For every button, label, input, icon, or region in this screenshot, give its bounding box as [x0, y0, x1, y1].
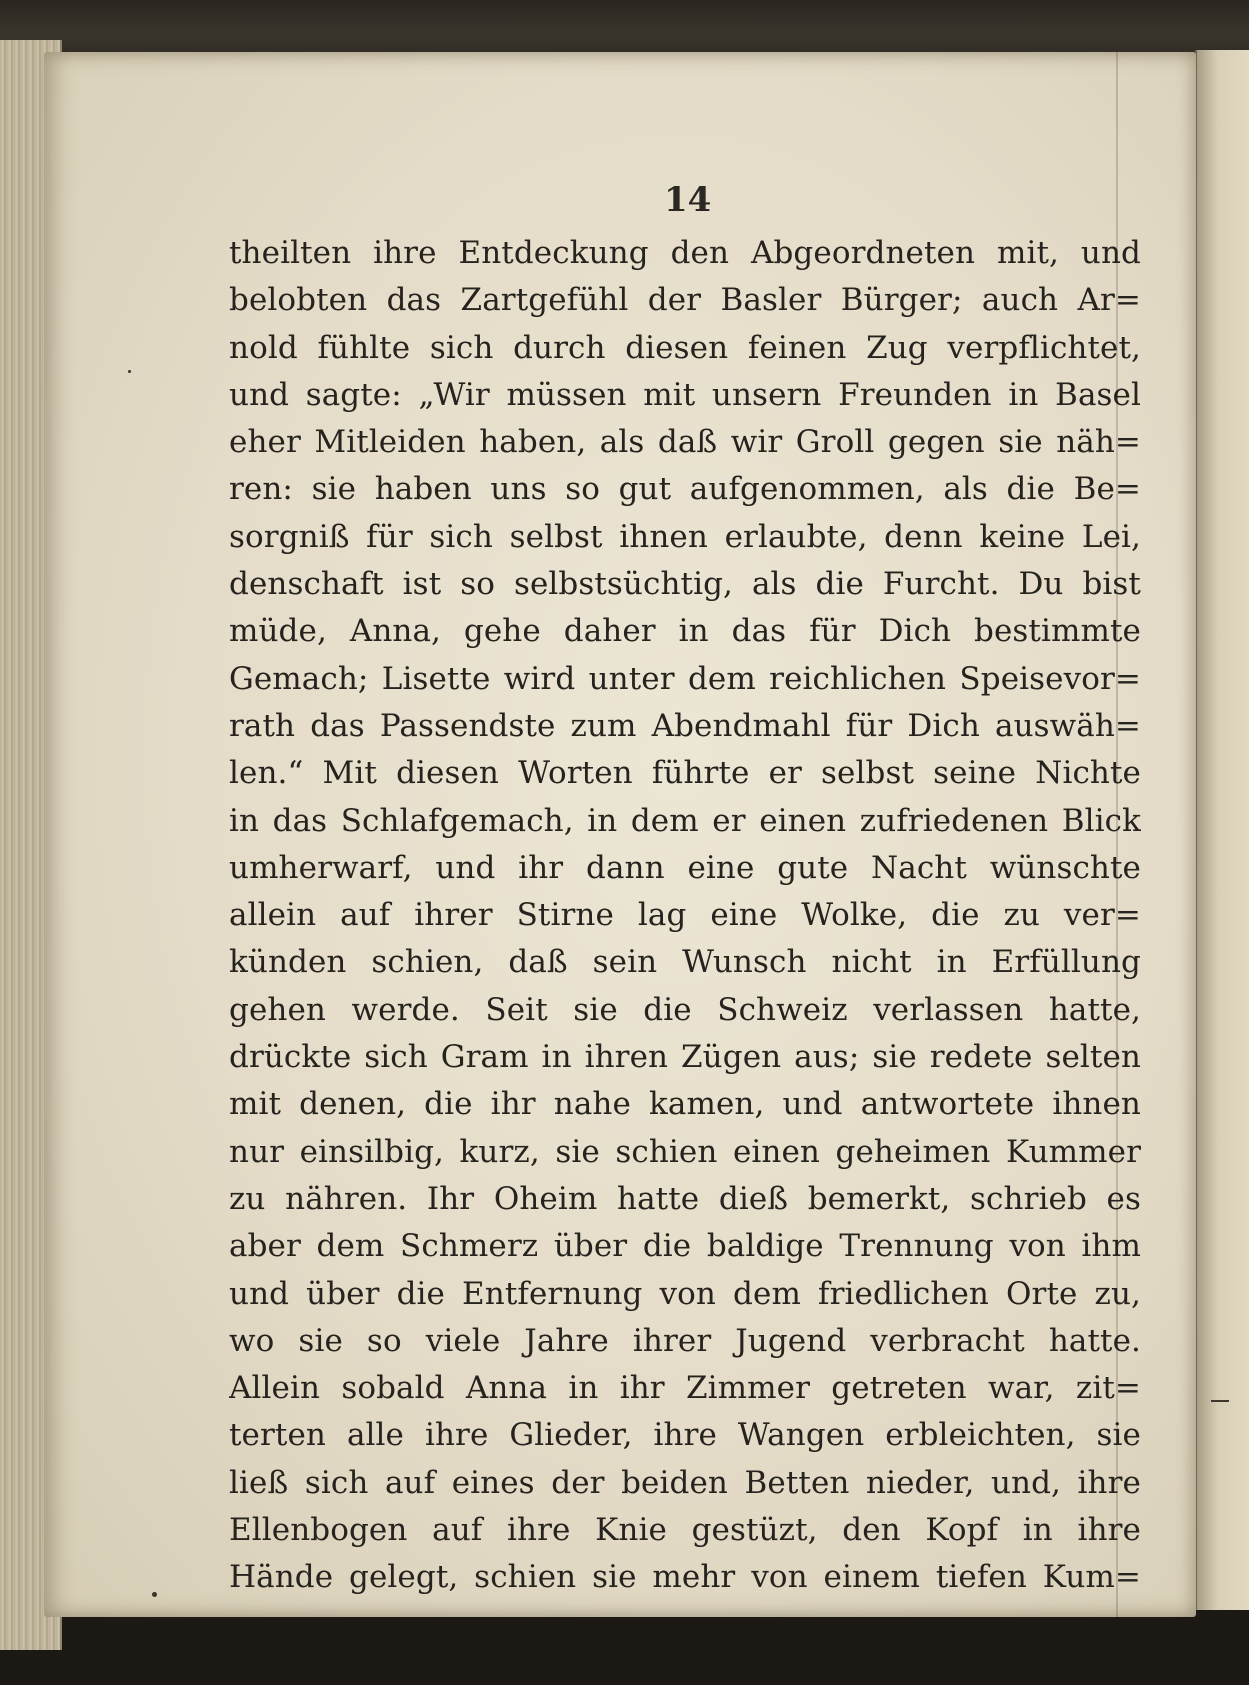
- text-line-23: und über die Entfernung von dem friedlichen Orte zu,: [229, 1275, 1141, 1312]
- text-line-27: ließ sich auf eines der beiden Betten nieder, und, ihre: [229, 1464, 1141, 1501]
- text-line-12: len.“ Mit diesen Worten führte er selbst seine Nichte: [229, 755, 1141, 792]
- page-number: 14: [664, 180, 712, 220]
- text-line-1: theilten ihre Entdeckung den Abgeordneten mit, und: [229, 235, 1141, 271]
- text-line-15: allein auf ihrer Stirne lag eine Wolke, die zu ver=: [229, 897, 1141, 934]
- text-line-2: belobten das Zartgefühl der Basler Bürger; auch Ar=: [229, 282, 1141, 319]
- text-line-4: und sagte: „Wir müssen mit unsern Freunden in Basel: [229, 376, 1141, 413]
- text-line-3: nold fühlte sich durch diesen feinen Zug verpflichtet,: [229, 329, 1141, 366]
- binding-edge: [0, 0, 1249, 60]
- text-line-28: Ellenbogen auf ihre Knie gestüzt, den Kopf in ihre: [229, 1512, 1141, 1549]
- facing-page-edge: [1195, 50, 1249, 1610]
- text-line-13: in das Schlafgemach, in dem er einen zufriedenen Blick: [229, 802, 1141, 839]
- text-line-18: drückte sich Gram in ihren Zügen aus; sie redete selten: [229, 1039, 1141, 1076]
- paper-speck: [128, 370, 131, 373]
- text-line-11: rath das Passendste zum Abendmahl für Dich auswäh=: [229, 707, 1141, 744]
- text-line-22: aber dem Schmerz über die baldige Trennung von ihm: [229, 1228, 1141, 1265]
- text-line-8: denschaft ist so selbstsüchtig, als die Furcht. Du bist: [229, 566, 1141, 603]
- text-line-14: umherwarf, und ihr dann eine gute Nacht wünschte: [229, 849, 1141, 886]
- text-line-7: sorgniß für sich selbst ihnen erlaubte, denn keine Lei,: [229, 518, 1141, 555]
- paper-speck: [152, 1592, 157, 1597]
- text-line-24: wo sie so viele Jahre ihrer Jugend verbracht hatte.: [229, 1322, 1141, 1359]
- text-line-16: künden schien, daß sein Wunsch nicht in Erfüllung: [229, 944, 1141, 981]
- text-line-20: nur einsilbig, kurz, sie schien einen geheimen Kummer: [229, 1133, 1141, 1170]
- text-line-19: mit denen, die ihr nahe kamen, und antwortete ihnen: [229, 1086, 1141, 1123]
- text-line-29: Hände gelegt, schien sie mehr von einem tiefen Kum=: [229, 1559, 1141, 1596]
- text-line-21: zu nähren. Ihr Oheim hatte dieß bemerkt, schrieb es: [229, 1180, 1141, 1217]
- text-line-6: ren: sie haben uns so gut aufgenommen, als die Be=: [229, 471, 1141, 508]
- body-text: [229, 230, 1141, 1602]
- text-line-10: Gemach; Lisette wird unter dem reichlichen Speisevor=: [229, 660, 1141, 697]
- text-line-9: müde, Anna, gehe daher in das für Dich bestimmte: [229, 613, 1141, 650]
- book-page: [44, 52, 1196, 1617]
- text-line-26: terten alle ihre Glieder, ihre Wangen erbleichten, sie: [229, 1417, 1141, 1454]
- text-line-5: eher Mitleiden haben, als daß wir Groll gegen sie näh=: [229, 424, 1141, 461]
- text-line-25: Allein sobald Anna in ihr Zimmer getreten war, zit=: [229, 1370, 1141, 1407]
- facing-page-mark: [1211, 1400, 1229, 1402]
- text-line-17: gehen werde. Seit sie die Schweiz verlassen hatte,: [229, 991, 1141, 1028]
